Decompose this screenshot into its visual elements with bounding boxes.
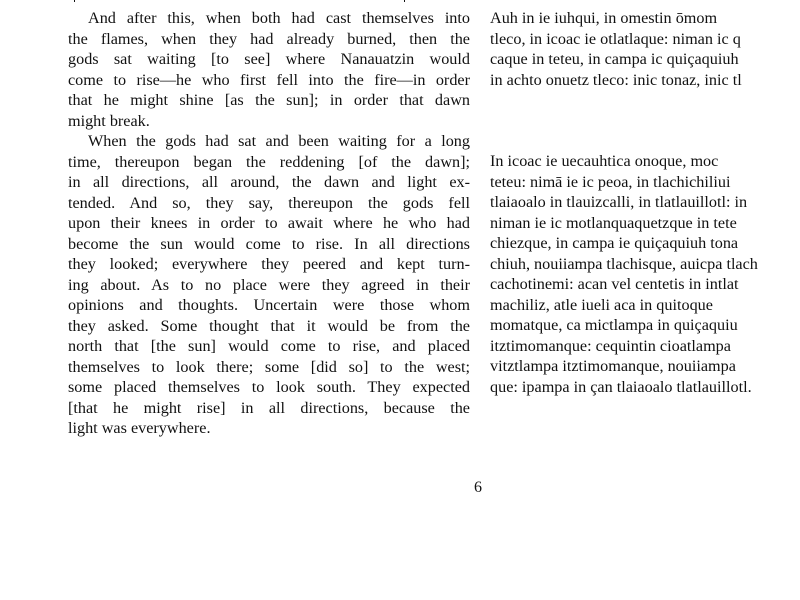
english-line: that he might shine [as the sun]; in order that dawn xyxy=(68,91,470,109)
cropped-previous-line xyxy=(68,0,470,2)
nahuatl-line: tlaiaoalo in tlauizcalli, in tlatlauillotl: in xyxy=(490,193,748,211)
english-line: the flames, when they had already burned, then the xyxy=(68,29,470,48)
cropped-bracket-mark xyxy=(74,0,81,2)
english-line: time, thereupon began the reddening [of the dawn]; xyxy=(68,152,470,171)
nahuatl-line: machiliz, atle iueli aca in quitoque xyxy=(490,295,713,314)
nahuatl-line: Auh in ie iuhqui, in omestin ōmom xyxy=(490,9,718,27)
english-line: they looked; everywhere they peered and kept turn- xyxy=(68,255,470,273)
nahuatl-line: que: ipampa in çan tlaiaoalo tlatlauillotl. xyxy=(490,377,752,396)
nahuatl-line: momatque, ca mictlampa in quiçaquiu xyxy=(490,316,738,334)
english-line: themselves to look there; some [did so] to the west; xyxy=(68,357,470,376)
paragraph-gap xyxy=(490,90,800,131)
english-line: opinions and thoughts. Uncertain were those whom xyxy=(68,296,470,314)
english-translation-column xyxy=(68,8,470,439)
cropped-bracket-mark-right xyxy=(404,0,465,2)
nahuatl-line: In icoac ie uecauhtica onoque, moc xyxy=(490,152,719,170)
english-line: And after this, when both had cast themselves into xyxy=(88,9,470,27)
english-line: in all directions, all around, the dawn and light ex- xyxy=(68,173,470,191)
nahuatl-line: niman ie ic motlanquaquetzque in tete xyxy=(490,213,737,232)
english-line: tended. And so, they say, thereupon the gods fell xyxy=(68,193,470,212)
nahuatl-line: itztimomanque: cequintin cioatlampa xyxy=(490,336,731,355)
nahuatl-line: chiezque, in campa ie quiçaquiuh tona xyxy=(490,234,739,252)
nahuatl-line: vitztlampa itztimomanque, nouiiampa xyxy=(490,357,736,375)
english-line: they asked. Some thought that it would be from the xyxy=(68,316,470,335)
nahuatl-text-column xyxy=(490,8,800,397)
english-line: light was everywhere. xyxy=(68,419,211,437)
nahuatl-line: in achto onuetz tleco: inic tonaz, inic tl xyxy=(490,70,742,89)
nahuatl-line: caque in teteu, in campa ic quiçaquiuh xyxy=(490,50,739,68)
nahuatl-line: teteu: nimā ie ic peoa, in tlachichiliui xyxy=(490,172,731,191)
english-line: might break. xyxy=(68,111,150,130)
nahuatl-line: chiuh, nouiiampa tlachisque, auicpa tlach xyxy=(490,254,758,273)
english-line: When the gods had sat and been waiting for a long xyxy=(88,132,470,150)
english-line: come to rise—he who first fell into the fire—in order xyxy=(68,70,470,89)
english-line: gods sat waiting [to see] where Nanauatzin would xyxy=(68,50,470,68)
nahuatl-line: cachotinemi: acan vel centetis in intlat xyxy=(490,275,739,293)
english-line: upon their knees in order to await where he who had xyxy=(68,214,470,232)
english-line: some placed themselves to look south. They expected xyxy=(68,378,470,396)
page-number: 6 xyxy=(474,479,482,496)
english-line: [that he might rise] in all directions, because the xyxy=(68,398,470,417)
english-line: become the sun would come to rise. In all directions xyxy=(68,234,470,253)
english-line: ing about. As to no place were they agreed in their xyxy=(68,275,470,294)
nahuatl-line: tleco, in icoac ie otlatlaque: niman ic q xyxy=(490,29,741,48)
english-line: north that [the sun] would come to rise, and placed xyxy=(68,337,470,355)
